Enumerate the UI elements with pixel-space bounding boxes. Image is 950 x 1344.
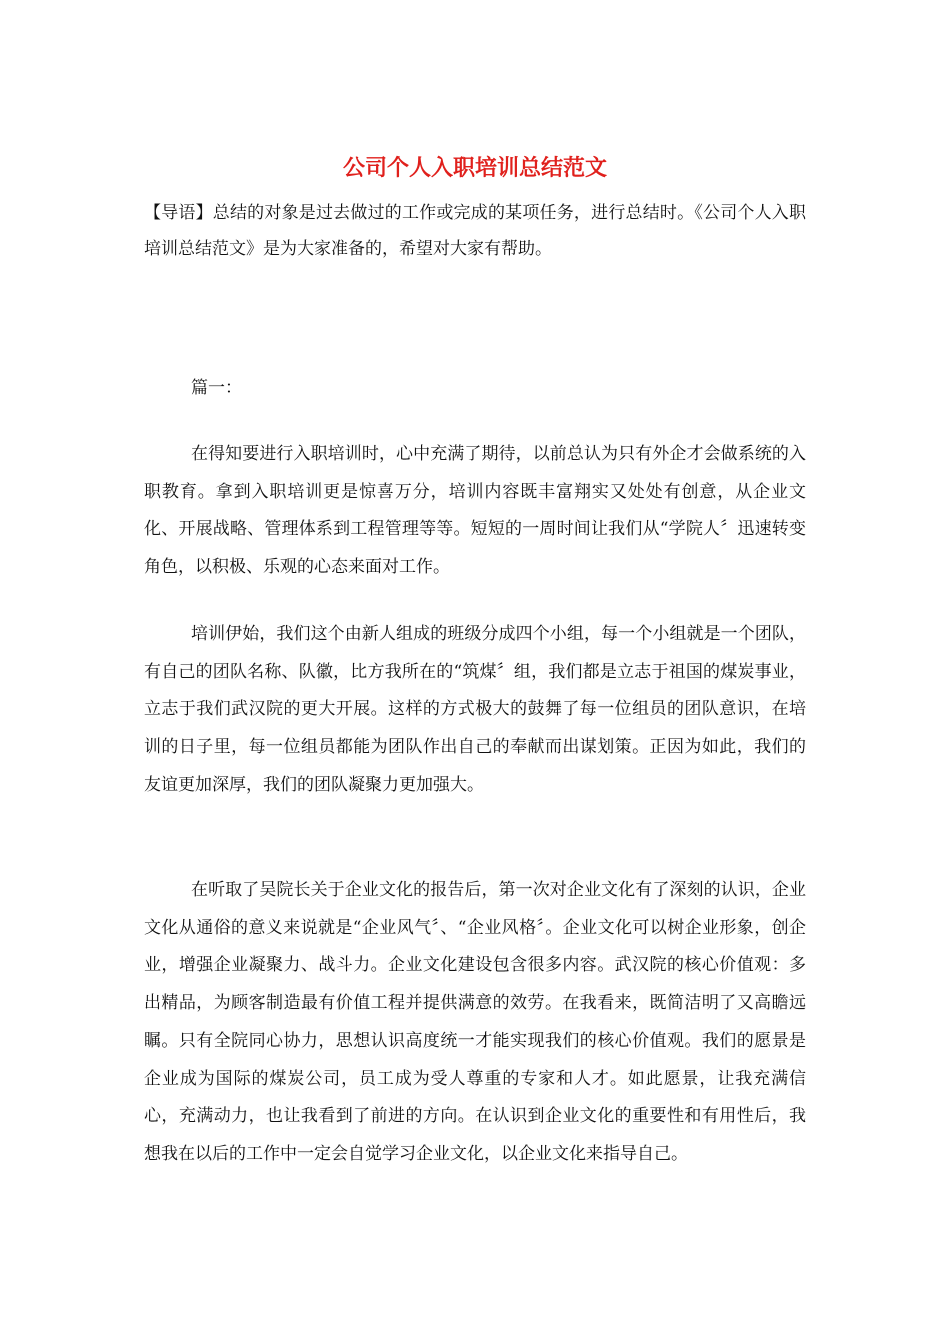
section-label: 篇一： bbox=[191, 378, 242, 398]
body-paragraph-3: 在听取了吴院长关于企业文化的报告后，第一次对企业文化有了深刻的认识，企业文化从通俗的意义来说就是“企业风气〞、“企业风格〞。企业文化可以树企业形象，创企业，增强企业凝聚力、战斗力。企业文化建设包含很多内容。武汉院的核心价值观：多出精品，为顾客制造最有价值工程并提供满意的效劳。在我看来，既简洁明了又高瞻远瞩。只有全院同心协力，思想认识高度统一才能实现我们的核心价值观。我们的愿景是企业成为国际的煤炭公司，员工成为受人尊重的专家和人才。如此愿景，让我充满信心，充满动力，也让我看到了前进的方向。在认识到企业文化的重要性和有用性后，我想我在以后的工作中一定会自觉学习企业文化，以企业文化来指导自己。 bbox=[144, 880, 806, 1164]
body-paragraph-2: 培训伊始，我们这个由新人组成的班级分成四个小组，每一个小组就是一个团队，有自己的团队名称、队徽，比方我所在的“筑煤〞组，我们都是立志于祖国的煤炭事业，立志于我们武汉院的更大开展。这样的方式极大的鼓舞了每一位组员的团队意识，在培训的日子里，每一位组员都能为团队作出自己的奉献而出谋划策。正因为如此，我们的友谊更加深厚，我们的团队凝聚力更加强大。 bbox=[144, 624, 806, 795]
document-title: 公司个人入职培训总结范文 bbox=[342, 155, 607, 181]
body-paragraph-1: 在得知要进行入职培训时，心中充满了期待，以前总认为只有外企才会做系统的入职教育。拿到入职培训更是惊喜万分，培训内容既丰富翔实又处处有创意，从企业文化、开展战略、管理体系到工程管理等等。短短的一周时间让我们从“学院人〞迅速转变角色，以积极、乐观的心态来面对工作。 bbox=[144, 444, 806, 578]
intro-paragraph: 【导语】总结的对象是过去做过的工作或完成的某项任务，进行总结时。《公司个人入职培训总结范文》是为大家准备的，希望对大家有帮助。 bbox=[144, 203, 806, 259]
